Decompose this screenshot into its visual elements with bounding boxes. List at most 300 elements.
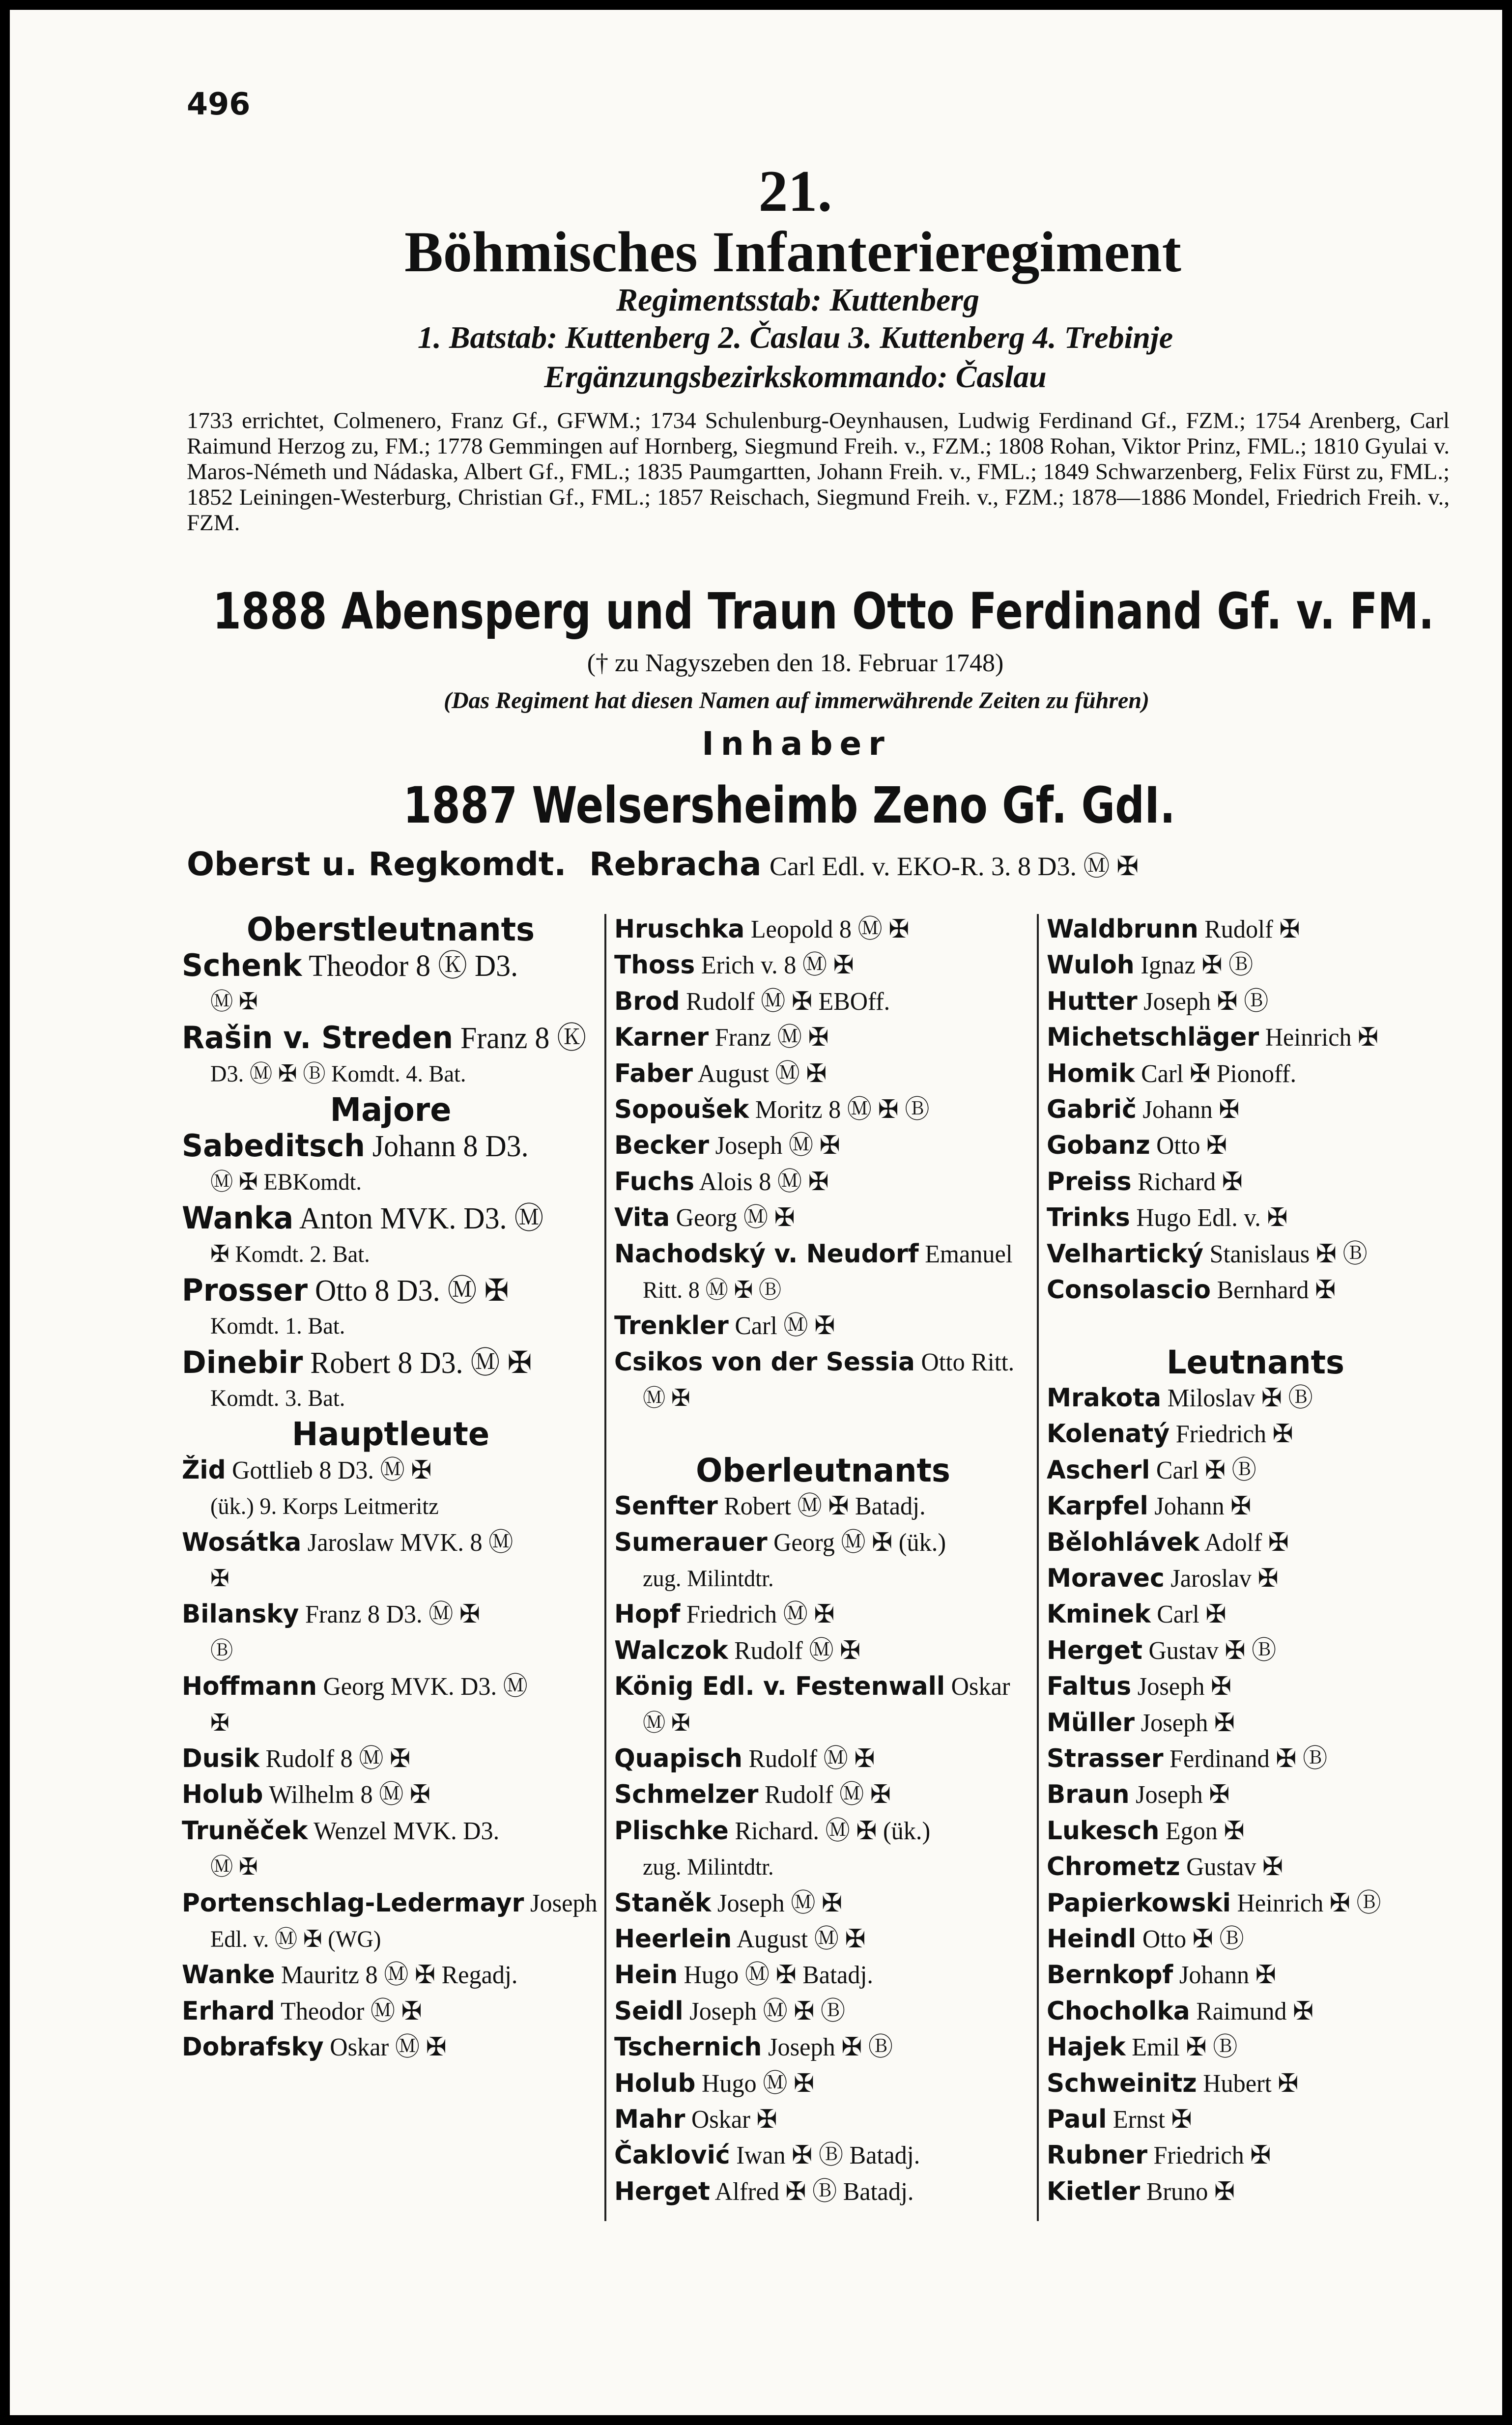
entry-details: Wenzel MVK. D3. xyxy=(308,1817,500,1845)
officer-surname: Ascherl xyxy=(1047,1455,1150,1485)
entry-details: Friedrich ✠ xyxy=(1147,2141,1271,2170)
officer-entry xyxy=(1047,1994,1464,2029)
officer-entry xyxy=(1047,1561,1464,1597)
officer-entry xyxy=(182,1777,599,1813)
regiment-staff: Regimentsstab: Kuttenberg xyxy=(616,282,979,318)
officer-surname: Bilansky xyxy=(182,1599,299,1629)
entry-details: ✠ Komdt. 2. Bat. xyxy=(210,1241,370,1267)
officer-surname: Fuchs xyxy=(614,1167,695,1197)
entry-details: Alfred ✠ Ⓑ Batadj. xyxy=(710,2177,914,2206)
entry-details: ✠ xyxy=(210,1710,229,1736)
entry-details: Theodor Ⓜ ✠ xyxy=(275,1997,422,2026)
entry-continuation xyxy=(182,984,599,1020)
entry-details: August Ⓜ ✠ xyxy=(693,1059,827,1088)
entry-details: Leopold 8 Ⓜ ✠ xyxy=(744,915,910,943)
roster-column-1 xyxy=(182,912,614,2066)
rank-heading: Hauptleute xyxy=(291,1415,490,1454)
entry-details: Ernst ✠ xyxy=(1107,2105,1192,2134)
entry-details: Oskar Ⓜ ✠ xyxy=(323,2033,447,2062)
officer-surname: Chrometz xyxy=(1047,1852,1180,1882)
officer-surname: Hein xyxy=(614,1960,678,1990)
entry-details: Adolf ✠ xyxy=(1199,1528,1289,1557)
officer-surname: Holub xyxy=(614,2068,696,2098)
officer-entry xyxy=(1047,2066,1464,2102)
officer-surname: Wanka xyxy=(182,1200,294,1236)
officer-surname: Senfter xyxy=(614,1491,718,1521)
officer-entry xyxy=(614,1994,1032,2029)
entry-details: Franz 8 D3. Ⓜ ✠ xyxy=(299,1600,480,1629)
officer-entry xyxy=(1047,1200,1464,1236)
officer-surname: Preiss xyxy=(1047,1167,1132,1197)
entry-details: Otto ✠ xyxy=(1150,1132,1227,1160)
entry-details: Joseph ✠ xyxy=(1131,1673,1232,1701)
entry-details: Ritt. 8 Ⓜ ✠ Ⓑ xyxy=(642,1277,782,1303)
entry-details: Hugo Ⓜ ✠ Batadj. xyxy=(678,1961,873,1990)
entry-details: Richard ✠ xyxy=(1131,1168,1243,1196)
officer-surname: Herget xyxy=(614,2176,710,2206)
officer-entry xyxy=(1047,947,1464,983)
officer-entry xyxy=(614,2066,1032,2102)
officer-entry xyxy=(182,1669,599,1705)
officer-entry xyxy=(182,1128,599,1164)
officer-surname: Lukesch xyxy=(1047,1816,1160,1846)
entry-details: Robert 8 D3. Ⓜ ✠ xyxy=(303,1346,532,1380)
officer-entry xyxy=(614,1308,1032,1344)
officer-entry xyxy=(614,1128,1032,1164)
officer-entry xyxy=(1047,1236,1464,1272)
officer-surname: Herget xyxy=(1047,1635,1142,1665)
officer-surname: Hopf xyxy=(614,1599,681,1629)
entry-details: Ⓜ ✠ xyxy=(642,1385,690,1412)
officer-entry xyxy=(182,1885,599,1921)
officer-surname: Papierkowski xyxy=(1047,1888,1231,1918)
officer-surname: Karpfel xyxy=(1047,1491,1148,1521)
officer-entry xyxy=(1047,1488,1464,1524)
officer-surname: Paul xyxy=(1047,2104,1107,2134)
officer-entry xyxy=(614,1813,1032,1849)
rank-heading: Oberleutnants xyxy=(696,1451,950,1489)
officer-surname: Braun xyxy=(1047,1780,1130,1810)
officer-surname: Kietler xyxy=(1047,2176,1141,2206)
entry-details: Ignaz ✠ Ⓑ xyxy=(1134,951,1254,980)
entry-details: Anton MVK. D3. Ⓜ xyxy=(293,1202,544,1236)
officer-entry xyxy=(1047,1164,1464,1200)
officer-surname: Gobanz xyxy=(1047,1131,1150,1161)
officer-entry xyxy=(614,1020,1032,1056)
officer-entry xyxy=(614,1488,1032,1524)
officer-surname: Prosser xyxy=(182,1272,308,1308)
officer-surname: Moravec xyxy=(1047,1564,1165,1594)
entry-details: Raimund ✠ xyxy=(1190,1997,1314,2026)
entry-continuation xyxy=(614,1561,1032,1597)
officer-entry xyxy=(182,1200,599,1236)
entry-details: Robert Ⓜ ✠ Batadj. xyxy=(717,1492,926,1521)
officer-surname: Faber xyxy=(614,1058,693,1088)
entry-details: Theodor 8 Ⓚ D3. xyxy=(302,949,518,983)
officer-entry xyxy=(182,1957,599,1993)
entry-details: Franz 8 Ⓚ xyxy=(453,1022,587,1056)
officer-entry xyxy=(614,1633,1032,1669)
entry-details: Carl ✠ Pionoff. xyxy=(1135,1059,1297,1088)
entry-details: Franz Ⓜ ✠ xyxy=(709,1024,829,1052)
officer-entry xyxy=(1047,2102,1464,2138)
entry-details: Otto Ritt. xyxy=(914,1348,1015,1376)
entry-details: Hugo Ⓜ ✠ xyxy=(695,2069,815,2098)
officer-entry xyxy=(1047,1633,1464,1669)
officer-surname: Bělohlávek xyxy=(1047,1527,1200,1557)
officer-surname: Homik xyxy=(1047,1058,1135,1088)
entry-details: Otto 8 D3. Ⓜ ✠ xyxy=(308,1274,509,1308)
entry-details: Friedrich Ⓜ ✠ xyxy=(680,1600,835,1629)
entry-details: ✠ xyxy=(210,1566,229,1592)
officer-surname: Schmelzer xyxy=(614,1780,759,1810)
officer-entry xyxy=(182,947,599,983)
entry-continuation xyxy=(182,1705,599,1741)
entry-details: Ⓜ ✠ xyxy=(210,988,258,1015)
officer-entry xyxy=(1047,1092,1464,1128)
officer-entry xyxy=(614,1164,1032,1200)
entry-details: Carl ✠ xyxy=(1150,1600,1227,1629)
officer-surname: Becker xyxy=(614,1131,710,1161)
officer-surname: Schweinitz xyxy=(1047,2068,1197,2098)
spacer xyxy=(1047,1308,1464,1344)
officer-surname: Staněk xyxy=(614,1888,712,1918)
officer-surname: Hoffmann xyxy=(182,1672,317,1702)
entry-details: D3. Ⓜ ✠ Ⓑ Komdt. 4. Bat. xyxy=(210,1060,466,1087)
officer-surname: Heerlein xyxy=(614,1924,732,1954)
officer-entry xyxy=(614,1669,1032,1705)
entry-details: Rudolf ✠ xyxy=(1198,915,1300,943)
entry-details: Johann 8 D3. xyxy=(365,1130,529,1164)
entry-continuation xyxy=(182,1488,599,1524)
officer-surname: Hruschka xyxy=(614,914,745,944)
officer-surname: Wosátka xyxy=(182,1527,302,1557)
entry-details: Ⓜ ✠ EBKomdt. xyxy=(210,1169,362,1195)
rank-heading: Oberstleutnants xyxy=(246,911,535,948)
entry-details: Bernhard ✠ xyxy=(1211,1276,1336,1304)
entry-details: Georg Ⓜ ✠ (ük.) xyxy=(767,1528,946,1557)
officer-surname: Kminek xyxy=(1047,1599,1151,1629)
namesake-line: 1888 Abensperg und Traun Otto Ferdinand Gf. v. FM. xyxy=(212,582,1434,641)
recruiting-district: Ergänzungsbezirkskommando: Časlau xyxy=(544,359,1047,394)
officer-surname: Holub xyxy=(182,1780,263,1810)
officer-entry xyxy=(182,1741,599,1777)
entry-details: Alois 8 Ⓜ ✠ xyxy=(694,1168,829,1196)
entry-details: (ük.) 9. Korps Leitmeritz xyxy=(210,1493,439,1520)
officer-surname: Müller xyxy=(1047,1708,1135,1738)
officer-entry xyxy=(1047,2138,1464,2173)
entry-details: Gottlieb 8 D3. Ⓜ ✠ xyxy=(226,1456,432,1484)
entry-details: Ⓜ ✠ xyxy=(642,1710,690,1736)
entry-continuation xyxy=(614,1380,1032,1416)
entry-details: Joseph Ⓜ ✠ xyxy=(711,1889,843,1917)
officer-surname: Gabrič xyxy=(1047,1094,1137,1124)
officer-entry xyxy=(614,1200,1032,1236)
officer-surname: Dobrafsky xyxy=(182,2032,324,2062)
entry-details: Carl ✠ Ⓑ xyxy=(1150,1456,1256,1484)
entry-details: Moritz 8 Ⓜ ✠ Ⓑ xyxy=(749,1095,930,1124)
entry-details: Richard. Ⓜ ✠ (ük.) xyxy=(728,1817,931,1845)
officer-surname: Portenschlag-Ledermayr xyxy=(182,1888,524,1918)
officer-entry xyxy=(614,1597,1032,1632)
officer-entry xyxy=(1047,2174,1464,2210)
entry-details: Rudolf 8 Ⓜ ✠ xyxy=(259,1744,411,1773)
officer-surname: Erhard xyxy=(182,1996,275,2026)
officer-entry xyxy=(1047,1777,1464,1813)
officer-entry xyxy=(614,2138,1032,2173)
officer-surname: Trinks xyxy=(1047,1203,1130,1233)
owner-label: Inhaber xyxy=(702,725,891,763)
officer-entry xyxy=(614,1741,1032,1777)
entry-details: Ⓜ ✠ xyxy=(210,1854,258,1881)
colonel-label: Oberst u. Regkomdt. xyxy=(187,845,567,883)
entry-details: Joseph xyxy=(524,1889,598,1917)
officer-entry xyxy=(614,1957,1032,1993)
entry-details: Hugo Edl. v. ✠ xyxy=(1130,1204,1288,1232)
entry-details: Wilhelm 8 Ⓜ ✠ xyxy=(263,1781,431,1809)
officer-entry xyxy=(182,2029,599,2065)
officer-entry xyxy=(614,1092,1032,1128)
scanned-page xyxy=(10,10,1502,2415)
entry-details: Erich v. 8 Ⓜ ✠ xyxy=(695,951,854,980)
officer-surname: Mrakota xyxy=(1047,1383,1162,1413)
officer-surname: Quapisch xyxy=(614,1743,742,1773)
entry-details: Oskar xyxy=(945,1673,1010,1701)
officer-entry xyxy=(1047,1957,1464,1993)
officer-entry xyxy=(614,2029,1032,2065)
officer-surname: Karner xyxy=(614,1023,709,1053)
officer-entry xyxy=(614,947,1032,983)
entry-continuation xyxy=(182,1236,599,1272)
entry-details: Joseph Ⓜ ✠ xyxy=(709,1132,840,1160)
entry-continuation xyxy=(182,1849,599,1885)
entry-details: Heinrich ✠ Ⓑ xyxy=(1230,1889,1381,1917)
entry-details: Georg Ⓜ ✠ xyxy=(670,1204,795,1232)
officer-entry xyxy=(182,1597,599,1632)
officer-entry xyxy=(1047,1921,1464,1957)
officer-entry xyxy=(1047,1272,1464,1308)
officer-surname: Brod xyxy=(614,986,680,1016)
entry-details: Edl. v. Ⓜ ✠ (WG) xyxy=(210,1926,381,1952)
entry-continuation xyxy=(614,1705,1032,1741)
officer-surname: Seidl xyxy=(614,1996,684,2026)
entry-details: Ⓑ xyxy=(210,1637,233,1664)
entry-details: Emanuel xyxy=(918,1240,1013,1268)
officer-surname: Walczok xyxy=(614,1635,728,1665)
officer-entry xyxy=(614,1885,1032,1921)
officer-surname: Csikos von der Sessia xyxy=(614,1347,915,1377)
officer-entry xyxy=(614,2174,1032,2210)
entry-details: Otto ✠ Ⓑ xyxy=(1136,1925,1244,1953)
entry-details: Ferdinand ✠ Ⓑ xyxy=(1163,1744,1328,1773)
officer-entry xyxy=(1047,1056,1464,1092)
officer-entry xyxy=(1047,1885,1464,1921)
entry-details: Joseph ✠ xyxy=(1135,1709,1235,1737)
owner-name: 1887 Welsersheimb Zeno Gf. GdI. xyxy=(403,776,1175,835)
entry-details: Gustav ✠ xyxy=(1180,1853,1284,1882)
entry-continuation xyxy=(182,1380,599,1416)
officer-entry xyxy=(1047,1849,1464,1885)
officer-entry xyxy=(614,1236,1032,1272)
entry-continuation xyxy=(182,1164,599,1200)
entry-details: Hubert ✠ xyxy=(1197,2069,1299,2098)
officer-entry xyxy=(614,1344,1032,1380)
officer-surname: Schenk xyxy=(182,947,302,984)
entry-details: Jaroslav ✠ xyxy=(1164,1565,1279,1593)
entry-details: Bruno ✠ xyxy=(1140,2177,1235,2206)
officer-entry xyxy=(614,1525,1032,1561)
officer-entry xyxy=(1047,1705,1464,1741)
officer-surname: Sopoušek xyxy=(614,1094,749,1124)
colonel-line xyxy=(187,845,1139,884)
officer-entry xyxy=(1047,1813,1464,1849)
officer-entry xyxy=(614,1921,1032,1957)
entry-details: zug. Milintdtr. xyxy=(642,1854,774,1881)
officer-entry xyxy=(1047,2029,1464,2065)
spacer xyxy=(614,1416,1032,1452)
regiment-history: 1733 errichtet, Colmenero, Franz Gf., GFWM.; 1734 Schulenburg-Oeynhausen, Ludwig Ferdinand Gf., FZM.; 1754 Arenberg, Carl Raimund Herzog zu, FM.; 1778 Gemmingen auf Hornberg, Siegmund Freih. v., FZM.; 1808 Rohan, Viktor Prinz, FML.; 1810 Gyulai v. Maros-Németh und Nádaska, Albert Gf., FML.; 1835 Paumgartten, Johann Freih. v., FML.; 1849 Schwarzenberg, Felix Fürst zu, FML.; 1852 Leiningen-Westerburg, Christian Gf., FML.; 1857 Reischach, Siegmund Freih. v., FZM.; 1878—1886 Mondel, Friedrich Freih. v., FZM. xyxy=(187,408,1450,536)
entry-details: Oskar ✠ xyxy=(685,2105,777,2134)
officer-surname: Faltus xyxy=(1047,1672,1132,1702)
officer-entry xyxy=(182,1272,599,1308)
entry-details: Rudolf Ⓜ ✠ xyxy=(728,1636,861,1665)
entry-details: Komdt. 3. Bat. xyxy=(210,1385,345,1412)
officer-entry xyxy=(182,1813,599,1849)
entry-details: Emil ✠ Ⓑ xyxy=(1125,2033,1238,2062)
entry-details: Egon ✠ xyxy=(1159,1817,1245,1845)
officer-entry xyxy=(1047,1020,1464,1056)
officer-surname: Trenkler xyxy=(614,1311,729,1341)
entry-details: Komdt. 1. Bat. xyxy=(210,1313,345,1340)
officer-surname: Hajek xyxy=(1047,2032,1126,2062)
entry-details: Joseph Ⓜ ✠ Ⓑ xyxy=(683,1997,846,2026)
officer-surname: Bernkopf xyxy=(1047,1960,1173,1990)
officer-surname: Hutter xyxy=(1047,986,1138,1016)
officer-entry xyxy=(614,912,1032,947)
officer-surname: Dinebir xyxy=(182,1344,303,1380)
officer-entry xyxy=(1047,912,1464,947)
officer-surname: Kolenatý xyxy=(1047,1419,1170,1449)
officer-surname: Nachodský v. Neudorf xyxy=(614,1239,919,1269)
entry-details: August Ⓜ ✠ xyxy=(732,1925,866,1953)
entry-continuation xyxy=(614,1849,1032,1885)
officer-surname: Thoss xyxy=(614,950,695,980)
officer-surname: Heindl xyxy=(1047,1924,1137,1954)
entry-details: Iwan ✠ Ⓑ Batadj. xyxy=(730,2141,920,2170)
officer-entry xyxy=(182,1453,599,1488)
officer-entry xyxy=(614,984,1032,1020)
entry-details: Miloslav ✠ Ⓑ xyxy=(1161,1384,1313,1413)
officer-entry xyxy=(1047,1128,1464,1164)
officer-entry xyxy=(1047,984,1464,1020)
entry-details: Rudolf Ⓜ ✠ xyxy=(758,1781,891,1809)
officer-surname: Vita xyxy=(614,1203,670,1233)
officer-surname: König Edl. v. Festenwall xyxy=(614,1672,945,1702)
officer-entry xyxy=(614,1777,1032,1813)
entry-details: Rudolf Ⓜ ✠ xyxy=(742,1744,875,1773)
officer-surname: Žid xyxy=(182,1455,226,1485)
namesake-death: († zu Nagyszeben den 18. Februar 1748) xyxy=(587,649,1004,677)
entry-continuation xyxy=(614,1272,1032,1308)
entry-details: Friedrich ✠ xyxy=(1170,1420,1293,1449)
entry-details: Jaroslaw MVK. 8 Ⓜ xyxy=(301,1528,514,1557)
officer-entry xyxy=(1047,1525,1464,1561)
officer-surname: Čaklović xyxy=(614,2140,730,2170)
officer-entry xyxy=(1047,1741,1464,1777)
officer-surname: Velhartický xyxy=(1047,1239,1204,1269)
entry-details: Heinrich ✠ xyxy=(1259,1024,1379,1052)
entry-details: Rudolf Ⓜ ✠ EBOff. xyxy=(680,987,890,1016)
battalion-stations: 1. Batstab: Kuttenberg 2. Časlau 3. Kuttenberg 4. Trebinje xyxy=(417,320,1173,355)
entry-details: Johann ✠ xyxy=(1173,1961,1276,1990)
entry-details: Johann ✠ xyxy=(1136,1095,1240,1124)
officer-entry xyxy=(1047,1597,1464,1632)
officer-surname: Plischke xyxy=(614,1816,729,1846)
page-number: 496 xyxy=(187,86,251,122)
entry-details: Georg MVK. D3. Ⓜ xyxy=(317,1673,528,1701)
entry-details: zug. Milintdtr. xyxy=(642,1566,774,1592)
entry-details: Carl Ⓜ ✠ xyxy=(728,1312,835,1341)
entry-details: Joseph ✠ Ⓑ xyxy=(1137,987,1269,1016)
officer-entry xyxy=(1047,1416,1464,1452)
officer-surname: Rubner xyxy=(1047,2140,1148,2170)
entry-details: Joseph ✠ xyxy=(1129,1781,1230,1809)
regiment-number: 21. xyxy=(758,158,832,224)
entry-continuation xyxy=(182,1561,599,1597)
rank-heading: Majore xyxy=(330,1090,452,1129)
entry-continuation xyxy=(182,1308,599,1344)
officer-surname: Chocholka xyxy=(1047,1996,1190,2026)
officer-entry xyxy=(614,1056,1032,1092)
roster-column-3 xyxy=(1047,912,1479,2210)
officer-surname: Sumerauer xyxy=(614,1527,768,1557)
entry-continuation xyxy=(182,1056,599,1092)
entry-continuation xyxy=(182,1921,599,1957)
colonel-details: Carl Edl. v. EKO-R. 3. 8 D3. Ⓜ ✠ xyxy=(770,852,1139,881)
officer-entry xyxy=(1047,1380,1464,1416)
colonel-name: Rebracha xyxy=(589,845,762,883)
officer-entry xyxy=(1047,1669,1464,1705)
entry-details: Joseph ✠ Ⓑ xyxy=(762,2033,893,2062)
officer-entry xyxy=(182,1344,599,1380)
entry-continuation xyxy=(182,1633,599,1669)
officer-entry xyxy=(182,1525,599,1561)
officer-surname: Consolascio xyxy=(1047,1275,1211,1305)
regiment-title: Böhmisches Infanterieregiment xyxy=(404,220,1181,284)
roster-column-2 xyxy=(614,912,1047,2210)
officer-surname: Truněček xyxy=(182,1816,308,1846)
officer-entry xyxy=(614,2102,1032,2138)
entry-details: Stanislaus ✠ Ⓑ xyxy=(1203,1240,1368,1268)
officer-entry xyxy=(1047,1453,1464,1488)
officer-surname: Sabeditsch xyxy=(182,1128,365,1164)
officer-surname: Tschernich xyxy=(614,2032,762,2062)
rank-heading: Leutnants xyxy=(1167,1343,1345,1381)
officer-surname: Rašin v. Streden xyxy=(182,1020,454,1056)
officer-entry xyxy=(182,1020,599,1056)
officer-surname: Mahr xyxy=(614,2104,685,2134)
officer-surname: Dusik xyxy=(182,1743,259,1773)
officer-surname: Wuloh xyxy=(1047,950,1135,980)
officer-surname: Michetschläger xyxy=(1047,1023,1259,1053)
officer-surname: Wanke xyxy=(182,1960,275,1990)
entry-details: Johann ✠ xyxy=(1148,1492,1252,1521)
entry-details: Mauritz 8 Ⓜ ✠ Regadj. xyxy=(275,1961,518,1990)
officer-surname: Waldbrunn xyxy=(1047,914,1198,944)
entry-details: Gustav ✠ Ⓑ xyxy=(1142,1636,1277,1665)
officer-entry xyxy=(182,1994,599,2029)
officer-surname: Strasser xyxy=(1047,1743,1164,1773)
